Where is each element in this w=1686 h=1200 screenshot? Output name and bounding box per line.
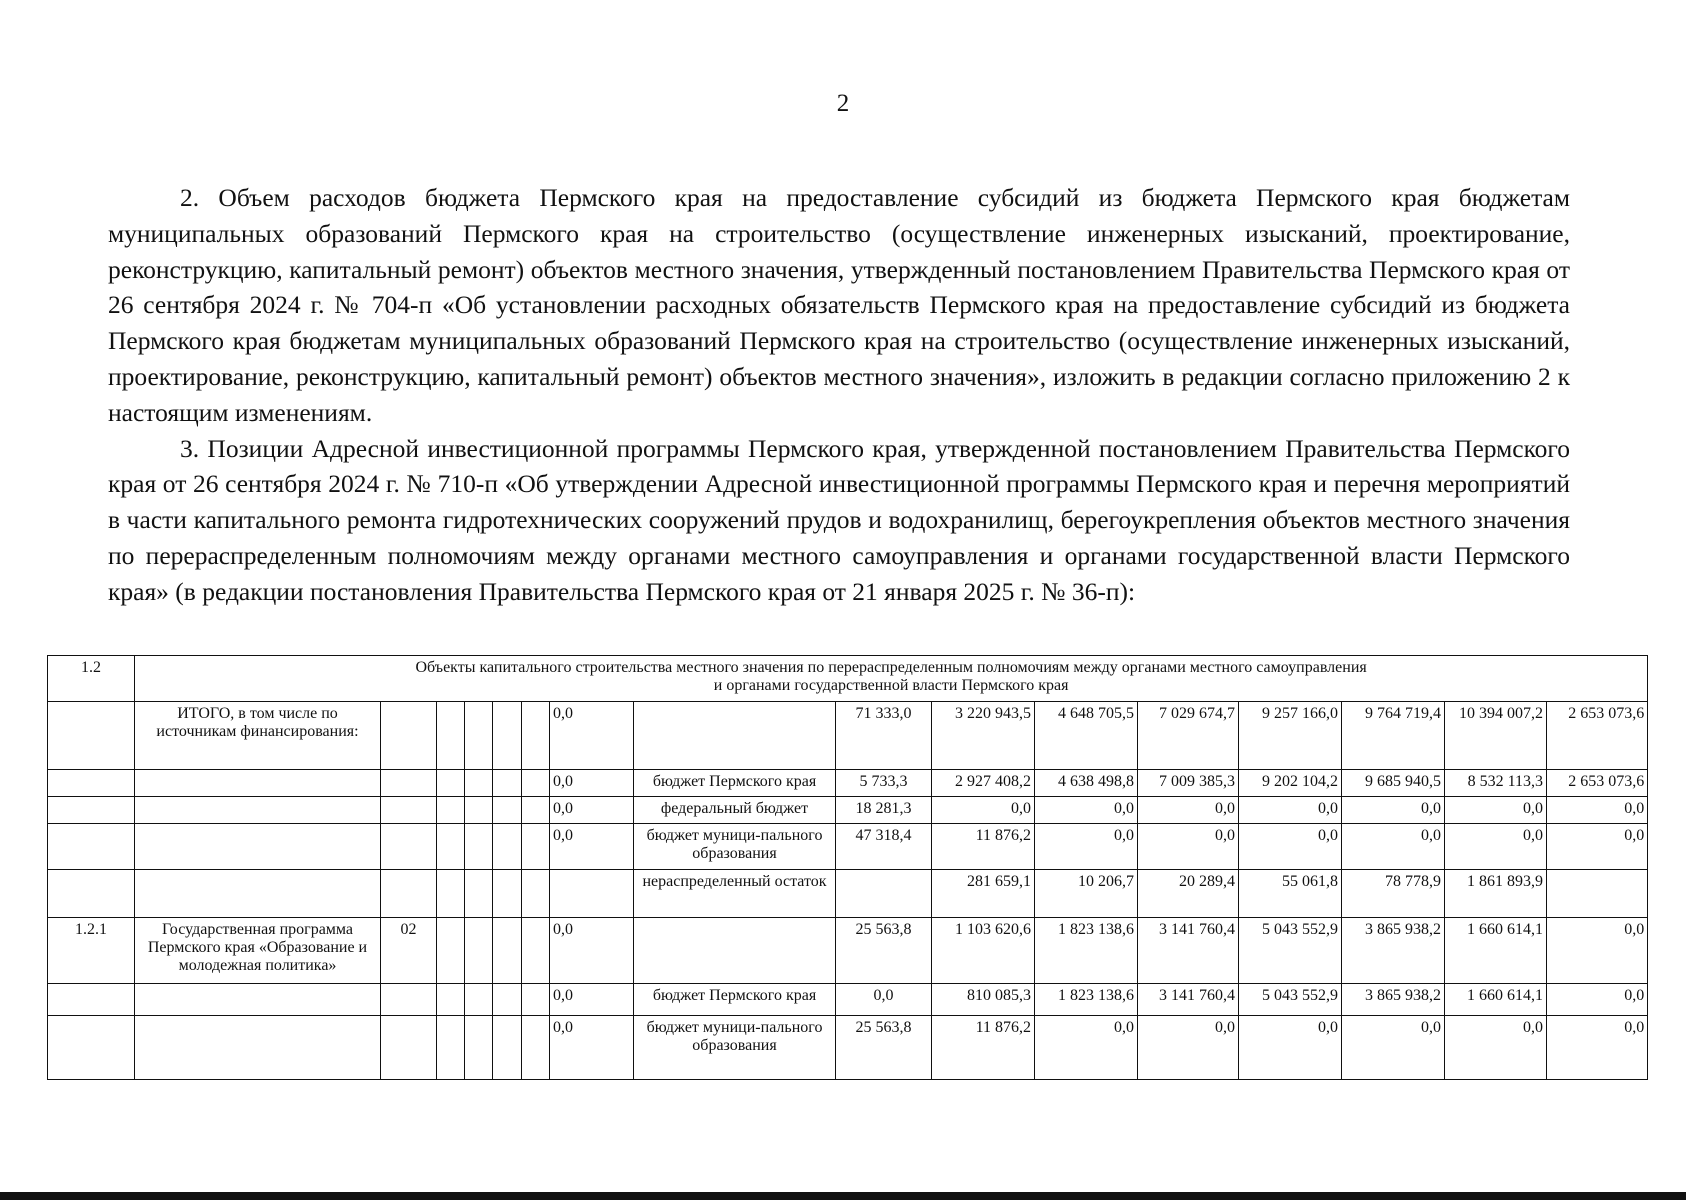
row-initial-value-cell: 0,0 [550, 984, 634, 1015]
empty-cell [493, 770, 522, 797]
row-value-cell: 0,0 [1138, 824, 1239, 870]
row-source-cell: федеральный бюджет [634, 797, 836, 824]
row-value-cell: 3 865 938,2 [1342, 984, 1445, 1015]
row-value-cell: 3 220 943,5 [932, 701, 1035, 770]
row-code-cell [381, 824, 437, 870]
table-row [48, 701, 1648, 770]
table-row [48, 984, 1648, 1015]
row-value-cell: 0,0 [932, 797, 1035, 824]
row-value-cell: 0,0 [1547, 984, 1648, 1015]
row-value-cell: 0,0 [1239, 1015, 1342, 1079]
row-name-cell [135, 870, 381, 918]
row-value-cell: 0,0 [1547, 797, 1648, 824]
row-source-cell [634, 917, 836, 984]
empty-cell [465, 984, 493, 1015]
row-number-cell [48, 797, 135, 824]
row-value-cell: 8 532 113,3 [1445, 770, 1547, 797]
row-code-cell [381, 870, 437, 918]
row-value-cell: 3 141 760,4 [1138, 984, 1239, 1015]
empty-cell [465, 1015, 493, 1079]
row-source-cell: бюджет Пермского края [634, 770, 836, 797]
row-value-cell: 5 733,3 [836, 770, 932, 797]
row-value-cell: 0,0 [1445, 797, 1547, 824]
row-value-cell: 9 685 940,5 [1342, 770, 1445, 797]
row-initial-value-cell: 0,0 [550, 1015, 634, 1079]
row-value-cell: 0,0 [1035, 1015, 1138, 1079]
row-number-cell: 1.2.1 [48, 917, 135, 984]
row-source-cell: бюджет Пермского края [634, 984, 836, 1015]
row-source-cell [634, 701, 836, 770]
empty-cell [522, 824, 550, 870]
row-value-cell: 0,0 [1547, 824, 1648, 870]
empty-cell [522, 770, 550, 797]
row-value-cell: 1 823 138,6 [1035, 917, 1138, 984]
page-number: 2 [836, 90, 850, 117]
empty-cell [493, 824, 522, 870]
row-number-cell [48, 824, 135, 870]
row-value-cell: 1 660 614,1 [1445, 917, 1547, 984]
row-value-cell: 281 659,1 [932, 870, 1035, 918]
row-value-cell: 0,0 [1138, 1015, 1239, 1079]
row-initial-value-cell [550, 870, 634, 918]
empty-cell [437, 870, 465, 918]
row-code-cell: 02 [381, 917, 437, 984]
table-row [48, 1015, 1648, 1079]
empty-cell [493, 701, 522, 770]
row-initial-value-cell: 0,0 [550, 797, 634, 824]
row-value-cell: 0,0 [1138, 797, 1239, 824]
row-value-cell: 0,0 [836, 984, 932, 1015]
scan-edge [0, 1192, 1686, 1200]
row-name-cell [135, 1015, 381, 1079]
row-value-cell: 0,0 [1547, 917, 1648, 984]
row-value-cell: 0,0 [1547, 1015, 1648, 1079]
paragraph-2: 2. Объем расходов бюджета Пермского края на предоставление субсидий из бюджета Пермского края бюджетам муниципальных образований Пермского края на строительство (осуществление инженерных изысканий, проектирование, реконструкцию, капитальный ремонт) объектов местного значения, утвержденный постановлением Правительства Пермского края от 26 сентября 2024 г. № 704-п «Об установлении расходных обязательств Пермского края на предоставление субсидий из бюджета Пермского края бюджетам муниципальных образований Пермского края на строительство (осуществление инженерных изысканий, проектирование, реконструкцию, капитальный ремонт) объектов местного значения», изложить в редакции согласно приложению 2 к настоящим изменениям. [108, 183, 1570, 427]
row-value-cell: 11 876,2 [932, 824, 1035, 870]
row-value-cell: 0,0 [1342, 1015, 1445, 1079]
row-value-cell: 0,0 [1342, 797, 1445, 824]
row-source-cell: бюджет муници-пального образования [634, 1015, 836, 1079]
empty-cell [522, 1015, 550, 1079]
table-row [48, 917, 1648, 984]
section-code: 1.2 [48, 656, 135, 702]
empty-cell [493, 870, 522, 918]
table-row [48, 797, 1648, 824]
empty-cell [522, 797, 550, 824]
row-value-cell: 10 206,7 [1035, 870, 1138, 918]
row-value-cell: 0,0 [1035, 824, 1138, 870]
row-initial-value-cell: 0,0 [550, 701, 634, 770]
empty-cell [465, 917, 493, 984]
empty-cell [493, 797, 522, 824]
empty-cell [493, 917, 522, 984]
row-initial-value-cell: 0,0 [550, 917, 634, 984]
row-code-cell [381, 770, 437, 797]
empty-cell [522, 870, 550, 918]
row-value-cell: 20 289,4 [1138, 870, 1239, 918]
empty-cell [465, 870, 493, 918]
empty-cell [437, 701, 465, 770]
empty-cell [437, 1015, 465, 1079]
row-value-cell: 25 563,8 [836, 917, 932, 984]
row-value-cell: 2 653 073,6 [1547, 770, 1648, 797]
row-value-cell: 1 861 893,9 [1445, 870, 1547, 918]
row-value-cell: 0,0 [1342, 824, 1445, 870]
row-value-cell: 9 764 719,4 [1342, 701, 1445, 770]
row-value-cell: 1 103 620,6 [932, 917, 1035, 984]
row-source-cell: бюджет муници-пального образования [634, 824, 836, 870]
row-value-cell: 3 141 760,4 [1138, 917, 1239, 984]
empty-cell [522, 701, 550, 770]
row-name-cell: Государственная программа Пермского края «Образование и молодежная политика» [135, 917, 381, 984]
empty-cell [522, 984, 550, 1015]
row-initial-value-cell: 0,0 [550, 824, 634, 870]
row-value-cell: 5 043 552,9 [1239, 984, 1342, 1015]
row-code-cell [381, 1015, 437, 1079]
row-value-cell: 11 876,2 [932, 1015, 1035, 1079]
row-value-cell: 2 927 408,2 [932, 770, 1035, 797]
table-row [48, 870, 1648, 918]
row-number-cell [48, 770, 135, 797]
row-number-cell [48, 870, 135, 918]
section-title: Объекты капитального строительства местного значения по перераспределенным полномочиям между органами местного самоуправления и органами государственной власти Пермского края [135, 656, 1648, 702]
row-value-cell: 1 660 614,1 [1445, 984, 1547, 1015]
row-initial-value-cell: 0,0 [550, 770, 634, 797]
table-row [48, 824, 1648, 870]
row-name-cell [135, 797, 381, 824]
row-value-cell: 5 043 552,9 [1239, 917, 1342, 984]
row-number-cell [48, 984, 135, 1015]
row-value-cell: 55 061,8 [1239, 870, 1342, 918]
row-source-cell: нераспределенный остаток [634, 870, 836, 918]
row-value-cell: 71 333,0 [836, 701, 932, 770]
row-value-cell [836, 870, 932, 918]
row-name-cell: ИТОГО, в том числе по источникам финансирования: [135, 701, 381, 770]
row-value-cell: 10 394 007,2 [1445, 701, 1547, 770]
row-value-cell: 0,0 [1445, 824, 1547, 870]
empty-cell [437, 984, 465, 1015]
row-value-cell: 9 202 104,2 [1239, 770, 1342, 797]
row-value-cell: 78 778,9 [1342, 870, 1445, 918]
body-text [108, 180, 1570, 610]
empty-cell [493, 1015, 522, 1079]
row-value-cell: 7 029 674,7 [1138, 701, 1239, 770]
row-value-cell: 25 563,8 [836, 1015, 932, 1079]
empty-cell [465, 701, 493, 770]
empty-cell [437, 917, 465, 984]
paragraph-3: 3. Позиции Адресной инвестиционной программы Пермского края, утвержденной постановлением Правительства Пермского края от 26 сентября 2024 г. № 710-п «Об утверждении Адресной инвестиционной программы Пермского края и перечня мероприятий в части капитального ремонта гидротехнических сооружений прудов и водохранилищ, берегоукрепления объектов местного значения по перераспределенным полномочиям между органами местного самоуправления и органами государственной власти Пермского края» (в редакции постановления Правительства Пермского края от 21 января 2025 г. № 36-п): [108, 433, 1570, 606]
budget-table [47, 655, 1648, 1080]
row-value-cell: 18 281,3 [836, 797, 932, 824]
row-number-cell [48, 1015, 135, 1079]
empty-cell [493, 984, 522, 1015]
row-value-cell: 0,0 [1035, 797, 1138, 824]
row-value-cell: 0,0 [1239, 824, 1342, 870]
row-code-cell [381, 984, 437, 1015]
row-name-cell [135, 770, 381, 797]
row-code-cell [381, 797, 437, 824]
table-row [48, 770, 1648, 797]
row-code-cell [381, 701, 437, 770]
row-number-cell [48, 701, 135, 770]
row-name-cell [135, 824, 381, 870]
empty-cell [437, 824, 465, 870]
row-value-cell: 2 653 073,6 [1547, 701, 1648, 770]
empty-cell [437, 770, 465, 797]
row-value-cell: 4 638 498,8 [1035, 770, 1138, 797]
row-value-cell [1547, 870, 1648, 918]
row-name-cell [135, 984, 381, 1015]
empty-cell [437, 797, 465, 824]
row-value-cell: 810 085,3 [932, 984, 1035, 1015]
row-value-cell: 0,0 [1445, 1015, 1547, 1079]
empty-cell [522, 917, 550, 984]
row-value-cell: 1 823 138,6 [1035, 984, 1138, 1015]
row-value-cell: 3 865 938,2 [1342, 917, 1445, 984]
row-value-cell: 9 257 166,0 [1239, 701, 1342, 770]
row-value-cell: 7 009 385,3 [1138, 770, 1239, 797]
row-value-cell: 4 648 705,5 [1035, 701, 1138, 770]
empty-cell [465, 770, 493, 797]
row-value-cell: 0,0 [1239, 797, 1342, 824]
empty-cell [465, 824, 493, 870]
empty-cell [465, 797, 493, 824]
row-value-cell: 47 318,4 [836, 824, 932, 870]
section-header-row [48, 656, 1648, 702]
